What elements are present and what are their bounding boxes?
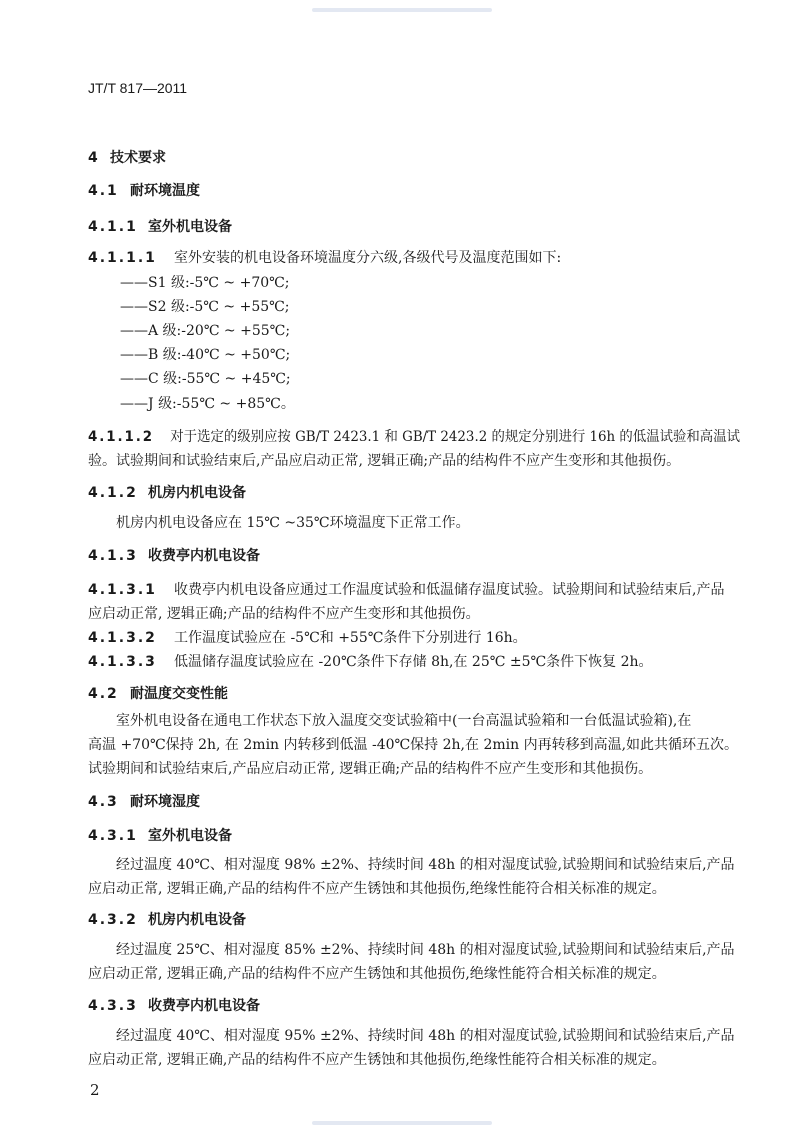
section-4-2-line: 室外机电设备在通电工作状态下放入温度交变试验箱中(一台高温试验箱和一台低温试验箱),在 (116, 713, 692, 729)
section-4-1-3-heading: 4.1.3 收费亭内机电设备 (88, 548, 260, 564)
section-4-3-2-line: 经过温度 25℃、相对湿度 85% ±2%、持续时间 48h 的相对湿度试验,试验期间和试验结束后,产品 (116, 942, 735, 958)
clause-4-1-1-2-line: 验。试验期间和试验结束后,产品应启动正常, 逻辑正确;产品的结构件不应产生变形和其他损伤。 (88, 453, 681, 469)
grade-item: ——J 级:-55℃ ~ +85℃。 (120, 396, 295, 412)
section-4-2-line: 试验期间和试验结束后,产品应启动正常, 逻辑正确;产品的结构件不应产生变形和其他损伤。 (88, 761, 653, 777)
section-4-3-heading: 4.3 耐环境湿度 (88, 794, 200, 810)
section-4-1-heading: 4.1 耐环境温度 (88, 183, 200, 199)
section-4-3-3-line: 经过温度 40℃、相对湿度 95% ±2%、持续时间 48h 的相对湿度试验,试验期间和试验结束后,产品 (116, 1028, 735, 1044)
section-4-heading: 4 技术要求 (88, 150, 166, 166)
section-4-3-3-heading: 4.3.3 收费亭内机电设备 (88, 998, 260, 1014)
grade-item: ——S1 级:-5℃ ~ +70℃; (120, 275, 290, 291)
section-4-1-2-text: 机房内机电设备应在 15℃ ~35℃环境温度下正常工作。 (116, 515, 470, 531)
clause-4-1-1-1: 4.1.1.1 室外安装的机电设备环境温度分六级,各级代号及温度范围如下: (88, 250, 562, 266)
clause-4-1-3-1: 4.1.3.1 收费亭内机电设备应通过工作温度试验和低温储存温度试验。试验期间和试验结束后,产品 (88, 582, 725, 598)
clause-4-1-3-1-line: 应启动正常, 逻辑正确;产品的结构件不应产生变形和其他损伤。 (88, 606, 480, 622)
grade-item: ——S2 级:-5℃ ~ +55℃; (120, 299, 290, 315)
page-number: 2 (90, 1081, 100, 1099)
section-4-1-2-heading: 4.1.2 机房内机电设备 (88, 485, 246, 501)
section-4-2-heading: 4.2 耐温度交变性能 (88, 686, 228, 702)
section-4-3-3-line: 应启动正常, 逻辑正确,产品的结构件不应产生锈蚀和其他损伤,绝缘性能符合相关标准的规定。 (88, 1052, 666, 1068)
section-4-3-2-heading: 4.3.2 机房内机电设备 (88, 912, 246, 928)
section-4-3-2-line: 应启动正常, 逻辑正确,产品的结构件不应产生锈蚀和其他损伤,绝缘性能符合相关标准的规定。 (88, 966, 666, 982)
section-4-3-1-line: 应启动正常, 逻辑正确,产品的结构件不应产生锈蚀和其他损伤,绝缘性能符合相关标准的规定。 (88, 881, 666, 897)
section-4-2-line: 高温 +70℃保持 2h, 在 2min 内转移到低温 -40℃保持 2h,在 2min 内再转移到高温,如此共循环五次。 (88, 737, 739, 753)
section-4-1-1-heading: 4.1.1 室外机电设备 (88, 219, 232, 235)
clause-4-1-1-2: 4.1.1.2 对于选定的级别应按 GB/T 2423.1 和 GB/T 2423.2 的规定分别进行 16h 的低温试验和高温试 (88, 429, 740, 445)
clause-4-1-3-2: 4.1.3.2 工作温度试验应在 -5℃和 +55℃条件下分别进行 16h。 (88, 630, 527, 646)
watermark-top (312, 8, 492, 12)
section-4-3-1-heading: 4.3.1 室外机电设备 (88, 828, 232, 844)
grade-item: ——C 级:-55℃ ~ +45℃; (120, 371, 291, 387)
section-4-3-1-line: 经过温度 40℃、相对湿度 98% ±2%、持续时间 48h 的相对湿度试验,试验期间和试验结束后,产品 (116, 857, 735, 873)
clause-4-1-3-3: 4.1.3.3 低温储存温度试验应在 -20℃条件下存储 8h,在 25℃ ±5℃条件下恢复 2h。 (88, 654, 653, 670)
grade-item: ——A 级:-20℃ ~ +55℃; (120, 323, 291, 339)
standard-code-header: JT/T 817—2011 (88, 80, 188, 96)
grade-item: ——B 级:-40℃ ~ +50℃; (120, 347, 291, 363)
watermark-bottom (312, 1121, 492, 1125)
